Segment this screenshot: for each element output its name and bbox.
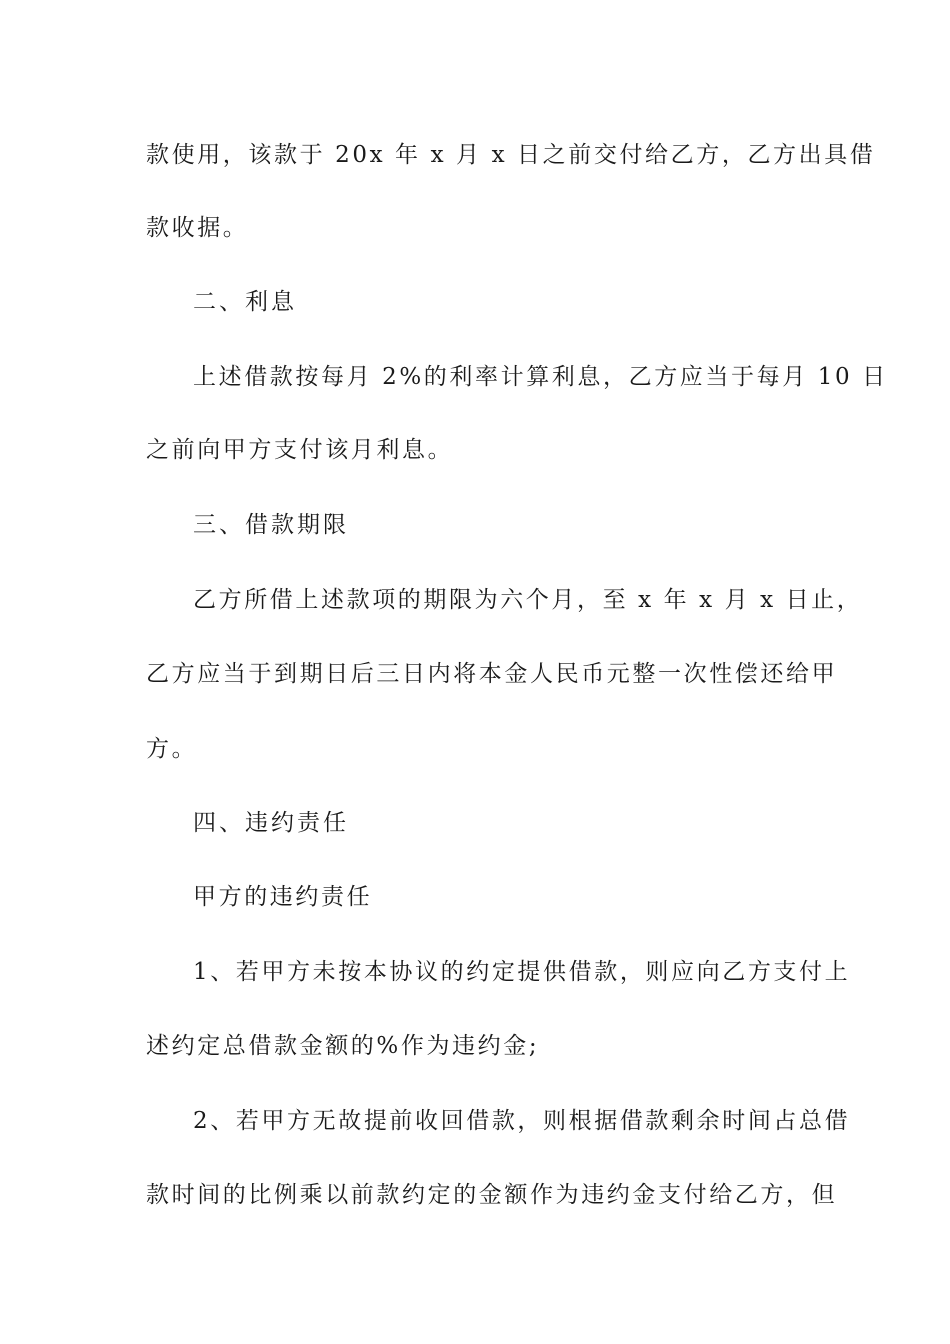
paragraph-line: 之前向甲方支付该月利息。 <box>146 437 454 463</box>
paragraph-line: 款使用，该款于 20x 年 x 月 x 日之前交付给乙方，乙方出具借 <box>146 142 876 168</box>
paragraph-line: 款时间的比例乘以前款约定的金额作为违约金支付给乙方，但 <box>146 1182 838 1208</box>
paragraph-line: 乙方所借上述款项的期限为六个月，至 x 年 x 月 x 日止， <box>193 587 863 613</box>
section-heading-liability: 四、违约责任 <box>193 810 349 836</box>
subheading-party-a-liability: 甲方的违约责任 <box>193 884 373 910</box>
paragraph-line: 1、若甲方未按本协议的约定提供借款，则应向乙方支付上 <box>193 959 851 985</box>
section-heading-term: 三、借款期限 <box>193 512 349 538</box>
paragraph-line: 上述借款按每月 2%的利率计算利息，乙方应当于每月 10 日 <box>193 364 888 390</box>
paragraph-line: 2、若甲方无故提前收回借款，则根据借款剩余时间占总借 <box>193 1108 851 1134</box>
paragraph-line: 乙方应当于到期日后三日内将本金人民币元整一次性偿还给甲 <box>146 661 838 687</box>
section-heading-interest: 二、利息 <box>193 289 297 315</box>
paragraph-line: 款收据。 <box>146 215 249 241</box>
paragraph-line: 方。 <box>146 736 198 762</box>
paragraph-line: 述约定总借款金额的%作为违约金; <box>146 1033 540 1059</box>
